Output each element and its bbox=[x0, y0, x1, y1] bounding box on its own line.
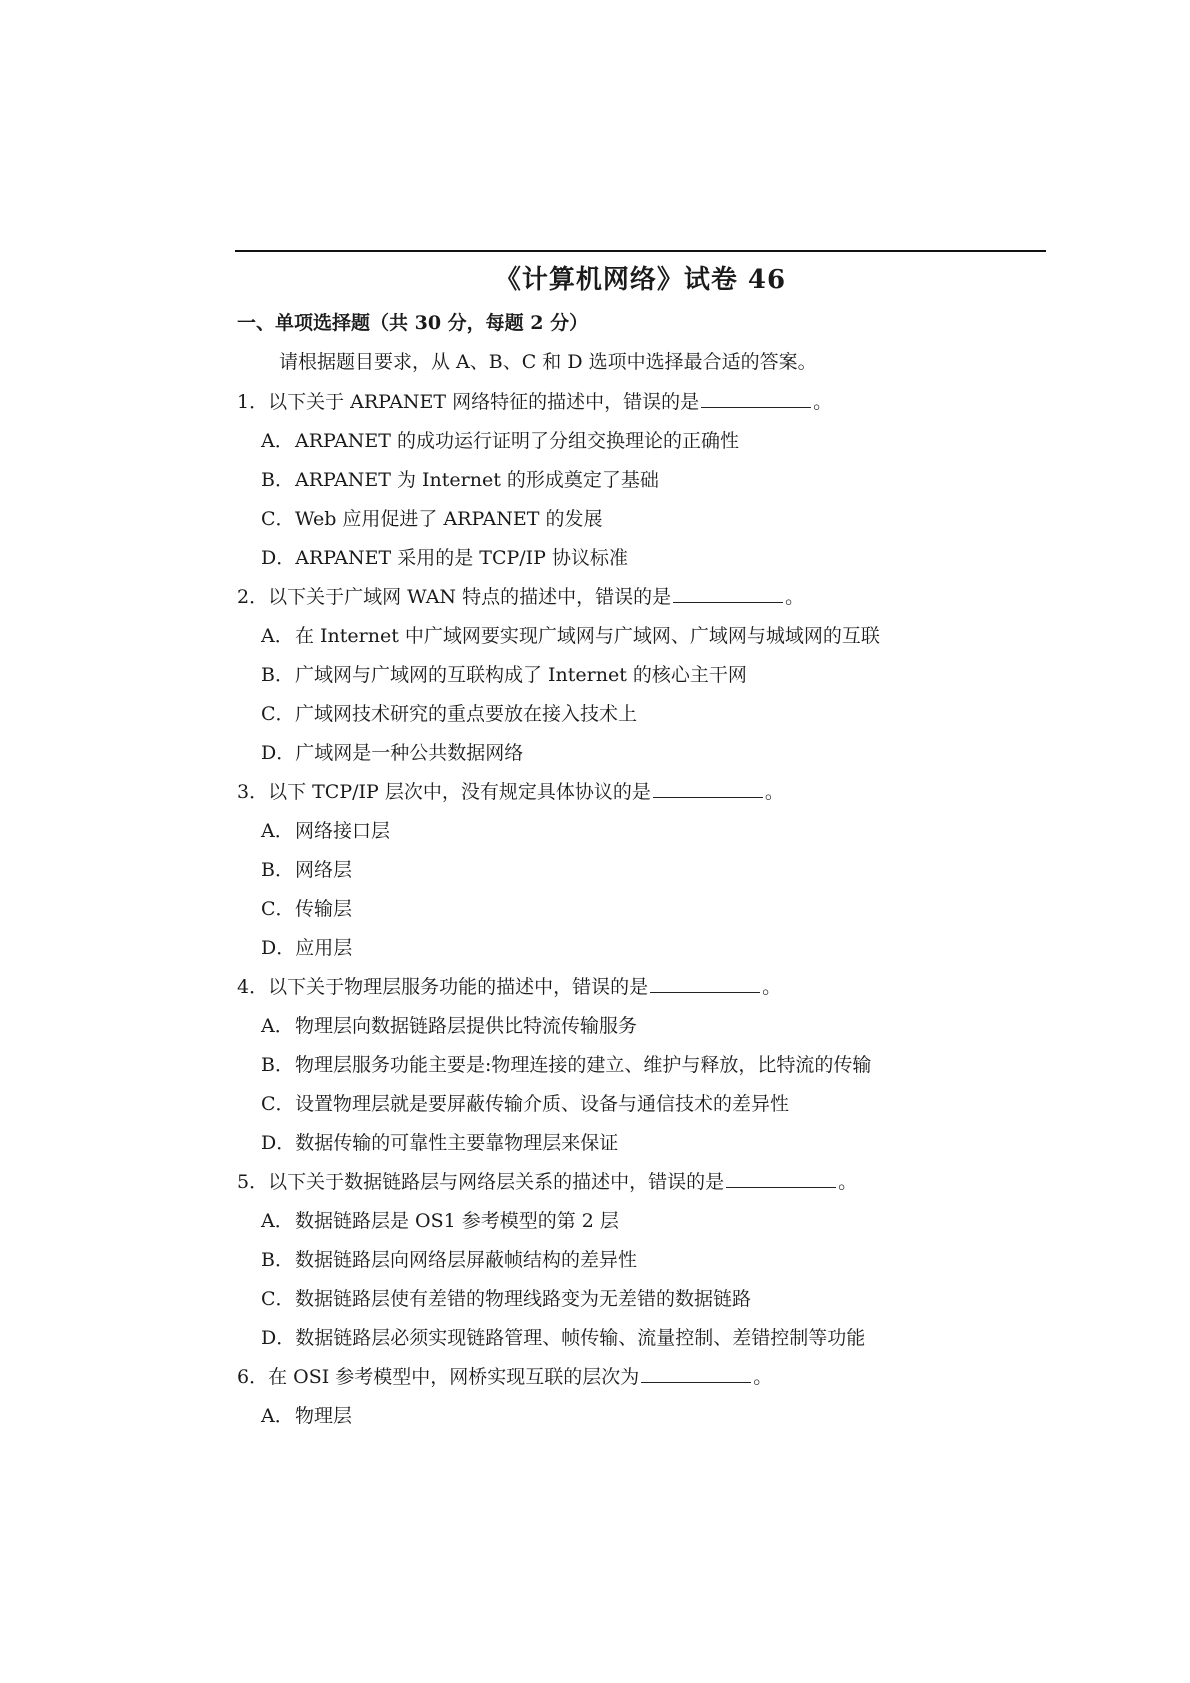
question-text: 以下 TCP/IP 层次中，没有规定具体协议的是 bbox=[268, 781, 651, 803]
option-letter: C． bbox=[261, 508, 295, 530]
option-letter: D． bbox=[261, 937, 296, 959]
option-text: 在 Internet 中广域网要实现广域网与广域网、广域网与城域网的互联 bbox=[295, 625, 880, 647]
option-text: 物理层向数据链路层提供比特流传输服务 bbox=[295, 1015, 638, 1037]
option-letter: A． bbox=[261, 625, 294, 647]
answer-option bbox=[237, 1088, 1057, 1127]
option-text: 广域网是一种公共数据网络 bbox=[295, 742, 524, 764]
question-end-mark: 。 bbox=[785, 586, 805, 608]
option-text: 物理层 bbox=[295, 1405, 353, 1427]
question-number: 2． bbox=[237, 586, 269, 608]
question-number: 5． bbox=[237, 1171, 269, 1193]
answer-option bbox=[237, 1049, 1057, 1088]
answer-option bbox=[237, 1283, 1057, 1322]
option-text: 应用层 bbox=[295, 937, 353, 959]
option-letter: A． bbox=[261, 1210, 294, 1232]
option-letter: D． bbox=[261, 742, 296, 764]
answer-option bbox=[237, 425, 1057, 464]
option-text: ARPANET 的成功运行证明了分组交换理论的正确性 bbox=[295, 430, 739, 452]
question-end-mark: 。 bbox=[813, 391, 833, 413]
option-text: 数据链路层使有差错的物理线路变为无差错的数据链路 bbox=[295, 1288, 752, 1310]
option-letter: A． bbox=[261, 820, 294, 842]
option-text: ARPANET 为 Internet 的形成奠定了基础 bbox=[295, 469, 659, 491]
question-text: 以下关于物理层服务功能的描述中，错误的是 bbox=[268, 976, 649, 998]
answer-option bbox=[237, 659, 1057, 698]
option-text: 网络层 bbox=[295, 859, 353, 881]
option-letter: B． bbox=[261, 664, 294, 686]
question-stem bbox=[237, 386, 1057, 425]
option-letter: B． bbox=[261, 1054, 294, 1076]
option-text: 传输层 bbox=[295, 898, 353, 920]
section-instruction: 请根据题目要求，从 A、B、C 和 D 选项中选择最合适的答案。 bbox=[279, 351, 817, 373]
option-letter: C． bbox=[261, 703, 295, 725]
question-text: 在 OSI 参考模型中，网桥实现互联的层次为 bbox=[268, 1366, 640, 1388]
option-letter: D． bbox=[261, 1132, 296, 1154]
question-end-mark: 。 bbox=[838, 1171, 858, 1193]
answer-blank bbox=[641, 1362, 751, 1383]
question-stem bbox=[237, 1166, 1057, 1205]
option-letter: B． bbox=[261, 859, 294, 881]
page-title: 《计算机网络》试卷 46 bbox=[494, 265, 787, 295]
option-text: 网络接口层 bbox=[295, 820, 391, 842]
question-end-mark: 。 bbox=[764, 781, 784, 803]
question-text: 以下关于广域网 WAN 特点的描述中，错误的是 bbox=[268, 586, 672, 608]
answer-option bbox=[237, 1244, 1057, 1283]
question-stem bbox=[237, 776, 1057, 815]
option-letter: A． bbox=[261, 430, 294, 452]
option-letter: D． bbox=[261, 1327, 296, 1349]
question-end-mark: 。 bbox=[753, 1366, 773, 1388]
answer-option bbox=[237, 1205, 1057, 1244]
option-letter: B． bbox=[261, 1249, 294, 1271]
option-letter: D． bbox=[261, 547, 296, 569]
header-rule bbox=[235, 250, 1046, 252]
answer-option bbox=[237, 503, 1057, 542]
answer-option bbox=[237, 464, 1057, 503]
answer-option bbox=[237, 932, 1057, 971]
question-number: 1． bbox=[237, 391, 269, 413]
option-letter: C． bbox=[261, 1093, 295, 1115]
option-text: 数据传输的可靠性主要靠物理层来保证 bbox=[295, 1132, 619, 1154]
section-heading: 一、单项选择题（共 30 分，每题 2 分） bbox=[237, 312, 589, 334]
answer-option bbox=[237, 737, 1057, 776]
option-text: 数据链路层是 OS1 参考模型的第 2 层 bbox=[295, 1210, 619, 1232]
option-text: 物理层服务功能主要是:物理连接的建立、维护与释放，比特流的传输 bbox=[295, 1054, 872, 1076]
answer-blank bbox=[673, 582, 783, 603]
option-letter: C． bbox=[261, 898, 295, 920]
option-text: 数据链路层向网络层屏蔽帧结构的差异性 bbox=[295, 1249, 638, 1271]
answer-option bbox=[237, 815, 1057, 854]
option-letter: C． bbox=[261, 1288, 295, 1310]
question-number: 4． bbox=[237, 976, 269, 998]
answer-blank bbox=[726, 1167, 836, 1188]
answer-option bbox=[237, 893, 1057, 932]
question-number: 6． bbox=[237, 1366, 269, 1388]
question-stem bbox=[237, 581, 1057, 620]
option-letter: A． bbox=[261, 1405, 294, 1427]
answer-blank bbox=[701, 387, 811, 408]
question-text: 以下关于数据链路层与网络层关系的描述中，错误的是 bbox=[268, 1171, 725, 1193]
answer-blank bbox=[653, 777, 763, 798]
option-letter: B． bbox=[261, 469, 294, 491]
question-stem bbox=[237, 971, 1057, 1010]
option-text: ARPANET 采用的是 TCP/IP 协议标准 bbox=[295, 547, 628, 569]
option-letter: A． bbox=[261, 1015, 294, 1037]
question-list bbox=[237, 386, 1057, 1439]
answer-option bbox=[237, 1010, 1057, 1049]
answer-option bbox=[237, 854, 1057, 893]
answer-blank bbox=[650, 972, 760, 993]
option-text: 广域网技术研究的重点要放在接入技术上 bbox=[295, 703, 638, 725]
option-text: 广域网与广域网的互联构成了 Internet 的核心主干网 bbox=[295, 664, 747, 686]
option-text: 数据链路层必须实现链路管理、帧传输、流量控制、差错控制等功能 bbox=[295, 1327, 866, 1349]
question-text: 以下关于 ARPANET 网络特征的描述中，错误的是 bbox=[268, 391, 700, 413]
answer-option bbox=[237, 1322, 1057, 1361]
answer-option bbox=[237, 1400, 1057, 1439]
answer-option bbox=[237, 542, 1057, 581]
question-stem bbox=[237, 1361, 1057, 1400]
answer-option bbox=[237, 620, 1057, 659]
option-text: 设置物理层就是要屏蔽传输介质、设备与通信技术的差异性 bbox=[295, 1093, 790, 1115]
question-number: 3． bbox=[237, 781, 269, 803]
answer-option bbox=[237, 1127, 1057, 1166]
option-text: Web 应用促进了 ARPANET 的发展 bbox=[295, 508, 603, 530]
answer-option bbox=[237, 698, 1057, 737]
question-end-mark: 。 bbox=[762, 976, 782, 998]
